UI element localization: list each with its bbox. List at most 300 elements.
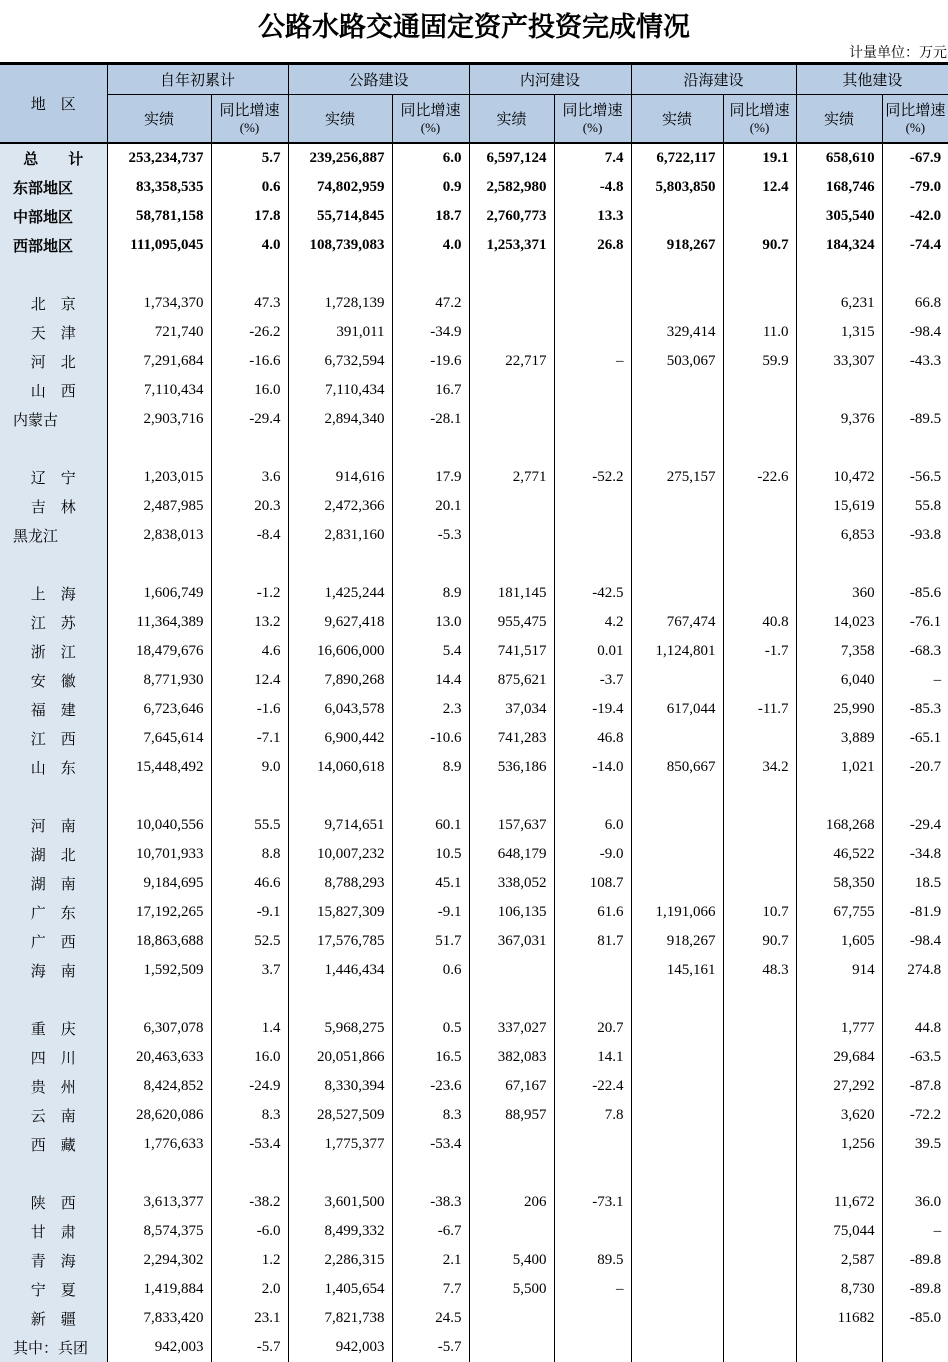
inland-actual-cell: 157,637 (469, 811, 554, 840)
coastal-growth-cell (723, 1101, 796, 1130)
highway-actual-cell: 1,405,654 (288, 1275, 392, 1304)
value-cell (723, 985, 796, 1014)
other-growth-cell: 274.8 (882, 956, 948, 985)
inland-growth-cell (554, 1304, 631, 1333)
value-cell (392, 985, 469, 1014)
value-cell (723, 434, 796, 463)
province-row (0, 318, 948, 347)
inland-growth-cell: 6.0 (554, 811, 631, 840)
summary-row (0, 173, 948, 202)
other-actual-cell: 6,853 (796, 521, 882, 550)
inland-actual-cell: 88,957 (469, 1101, 554, 1130)
subheader-growth (723, 95, 796, 144)
highway-actual-cell: 2,894,340 (288, 405, 392, 434)
value-cell (554, 782, 631, 811)
spacer-row (0, 550, 948, 579)
group-header-inland: 内河建设 (469, 64, 631, 95)
other-actual-cell: 46,522 (796, 840, 882, 869)
subheader-growth (554, 95, 631, 144)
cumulative-growth-cell: -24.9 (211, 1072, 288, 1101)
inland-growth-cell: 13.3 (554, 202, 631, 231)
region-cell (0, 260, 107, 289)
province-row (0, 695, 948, 724)
growth-unit: (%) (420, 119, 441, 135)
cumulative-growth-cell: 9.0 (211, 753, 288, 782)
value-cell (882, 434, 948, 463)
highway-actual-cell: 1,775,377 (288, 1130, 392, 1159)
value-cell (288, 550, 392, 579)
inland-growth-cell: – (554, 1275, 631, 1304)
province-row (0, 405, 948, 434)
region-cell: 海 南 (0, 956, 107, 985)
value-cell (211, 782, 288, 811)
coastal-actual-cell (631, 1217, 723, 1246)
value-cell (107, 260, 211, 289)
value-cell (469, 782, 554, 811)
inland-actual-cell: 2,771 (469, 463, 554, 492)
highway-actual-cell: 9,714,651 (288, 811, 392, 840)
coastal-actual-cell: 6,722,117 (631, 143, 723, 173)
province-row (0, 898, 948, 927)
inland-actual-cell: 338,052 (469, 869, 554, 898)
cumulative-growth-cell: 4.6 (211, 637, 288, 666)
coastal-actual-cell: 5,803,850 (631, 173, 723, 202)
highway-growth-cell: 51.7 (392, 927, 469, 956)
growth-label: 同比增速 (885, 102, 946, 119)
coastal-actual-cell: 1,124,801 (631, 637, 723, 666)
other-growth-cell: 36.0 (882, 1188, 948, 1217)
highway-actual-cell: 5,968,275 (288, 1014, 392, 1043)
other-actual-cell: 1,605 (796, 927, 882, 956)
inland-actual-cell (469, 405, 554, 434)
spacer-row (0, 1159, 948, 1188)
cumulative-actual-cell: 8,424,852 (107, 1072, 211, 1101)
inland-growth-cell: -22.4 (554, 1072, 631, 1101)
cumulative-actual-cell: 7,833,420 (107, 1304, 211, 1333)
other-growth-cell (882, 1333, 948, 1362)
highway-growth-cell: 0.5 (392, 1014, 469, 1043)
highway-growth-cell: 10.5 (392, 840, 469, 869)
group-header-other: 其他建设 (796, 64, 948, 95)
cumulative-actual-cell: 10,701,933 (107, 840, 211, 869)
inland-growth-cell: 0.01 (554, 637, 631, 666)
other-actual-cell: 15,619 (796, 492, 882, 521)
province-row (0, 927, 948, 956)
cumulative-actual-cell: 7,645,614 (107, 724, 211, 753)
inland-actual-cell: 6,597,124 (469, 143, 554, 173)
cumulative-growth-cell: 8.8 (211, 840, 288, 869)
value-cell (631, 434, 723, 463)
province-row (0, 1043, 948, 1072)
highway-growth-cell: 2.1 (392, 1246, 469, 1275)
inland-actual-cell: 741,517 (469, 637, 554, 666)
other-growth-cell: 18.5 (882, 869, 948, 898)
value-cell (469, 1159, 554, 1188)
highway-actual-cell: 2,286,315 (288, 1246, 392, 1275)
province-row (0, 1333, 948, 1362)
cumulative-actual-cell: 1,592,509 (107, 956, 211, 985)
other-actual-cell: 184,324 (796, 231, 882, 260)
cumulative-growth-cell: -16.6 (211, 347, 288, 376)
coastal-growth-cell (723, 1246, 796, 1275)
coastal-growth-cell (723, 376, 796, 405)
region-cell: 宁 夏 (0, 1275, 107, 1304)
cumulative-growth-cell: -53.4 (211, 1130, 288, 1159)
highway-actual-cell: 28,527,509 (288, 1101, 392, 1130)
unit-note: 计量单位：万元 (849, 46, 947, 61)
coastal-growth-cell: 12.4 (723, 173, 796, 202)
coastal-actual-cell (631, 579, 723, 608)
highway-growth-cell: -10.6 (392, 724, 469, 753)
highway-actual-cell: 20,051,866 (288, 1043, 392, 1072)
other-growth-cell: -68.3 (882, 637, 948, 666)
inland-actual-cell: 37,034 (469, 695, 554, 724)
cumulative-growth-cell: 17.8 (211, 202, 288, 231)
province-row (0, 811, 948, 840)
cumulative-growth-cell: -7.1 (211, 724, 288, 753)
coastal-growth-cell (723, 666, 796, 695)
region-cell: 其中：兵团 (0, 1333, 107, 1362)
value-cell (211, 434, 288, 463)
highway-growth-cell: -19.6 (392, 347, 469, 376)
highway-growth-cell: 8.9 (392, 579, 469, 608)
region-cell: 重 庆 (0, 1014, 107, 1043)
inland-actual-cell: 67,167 (469, 1072, 554, 1101)
region-cell: 湖 北 (0, 840, 107, 869)
growth-label: 同比增速 (729, 102, 790, 119)
value-cell (796, 550, 882, 579)
highway-actual-cell: 16,606,000 (288, 637, 392, 666)
value-cell (469, 550, 554, 579)
other-actual-cell: 1,256 (796, 1130, 882, 1159)
highway-actual-cell: 74,802,959 (288, 173, 392, 202)
cumulative-growth-cell: -29.4 (211, 405, 288, 434)
value-cell (211, 550, 288, 579)
region-cell: 浙 江 (0, 637, 107, 666)
other-actual-cell: 9,376 (796, 405, 882, 434)
region-cell: 安 徽 (0, 666, 107, 695)
highway-growth-cell: -53.4 (392, 1130, 469, 1159)
cumulative-actual-cell: 1,776,633 (107, 1130, 211, 1159)
group-header-highway: 公路建设 (288, 64, 469, 95)
value-cell (288, 260, 392, 289)
highway-actual-cell: 14,060,618 (288, 753, 392, 782)
other-growth-cell: -89.8 (882, 1275, 948, 1304)
inland-actual-cell: 5,500 (469, 1275, 554, 1304)
inland-growth-cell: 26.8 (554, 231, 631, 260)
province-row (0, 347, 948, 376)
coastal-actual-cell (631, 1043, 723, 1072)
highway-actual-cell: 942,003 (288, 1333, 392, 1362)
other-actual-cell: 75,044 (796, 1217, 882, 1246)
cumulative-growth-cell: 1.4 (211, 1014, 288, 1043)
other-growth-cell: -89.5 (882, 405, 948, 434)
highway-actual-cell: 6,900,442 (288, 724, 392, 753)
region-cell: 内蒙古 (0, 405, 107, 434)
inland-actual-cell (469, 1217, 554, 1246)
other-growth-cell: -85.0 (882, 1304, 948, 1333)
value-cell (288, 434, 392, 463)
cumulative-actual-cell: 11,364,389 (107, 608, 211, 637)
highway-growth-cell: 16.7 (392, 376, 469, 405)
coastal-growth-cell: 90.7 (723, 927, 796, 956)
other-growth-cell: -98.4 (882, 927, 948, 956)
other-growth-cell: -76.1 (882, 608, 948, 637)
value-cell (723, 550, 796, 579)
subheader-actual: 实绩 (469, 95, 554, 144)
other-actual-cell: 305,540 (796, 202, 882, 231)
inland-actual-cell (469, 289, 554, 318)
coastal-growth-cell (723, 521, 796, 550)
cumulative-actual-cell: 28,620,086 (107, 1101, 211, 1130)
region-cell: 新 疆 (0, 1304, 107, 1333)
cumulative-actual-cell: 18,863,688 (107, 927, 211, 956)
coastal-growth-cell (723, 1275, 796, 1304)
inland-growth-cell: 61.6 (554, 898, 631, 927)
value-cell (288, 1159, 392, 1188)
highway-growth-cell: 17.9 (392, 463, 469, 492)
other-actual-cell: 25,990 (796, 695, 882, 724)
other-actual-cell: 7,358 (796, 637, 882, 666)
inland-growth-cell: -73.1 (554, 1188, 631, 1217)
inland-growth-cell (554, 1333, 631, 1362)
summary-row (0, 143, 948, 173)
highway-growth-cell: -5.7 (392, 1333, 469, 1362)
other-growth-cell: -43.3 (882, 347, 948, 376)
inland-actual-cell: 536,186 (469, 753, 554, 782)
cumulative-growth-cell: -1.2 (211, 579, 288, 608)
inland-actual-cell: 2,582,980 (469, 173, 554, 202)
cumulative-actual-cell: 10,040,556 (107, 811, 211, 840)
other-actual-cell: 58,350 (796, 869, 882, 898)
value-cell (107, 782, 211, 811)
cumulative-actual-cell: 8,771,930 (107, 666, 211, 695)
highway-growth-cell: -38.3 (392, 1188, 469, 1217)
coastal-actual-cell (631, 521, 723, 550)
inland-actual-cell: 382,083 (469, 1043, 554, 1072)
coastal-growth-cell (723, 289, 796, 318)
summary-row (0, 231, 948, 260)
region-cell: 江 西 (0, 724, 107, 753)
value-cell (554, 550, 631, 579)
highway-actual-cell: 3,601,500 (288, 1188, 392, 1217)
cumulative-actual-cell: 2,294,302 (107, 1246, 211, 1275)
other-actual-cell: 1,315 (796, 318, 882, 347)
inland-growth-cell: 81.7 (554, 927, 631, 956)
value-cell (631, 550, 723, 579)
region-cell (0, 434, 107, 463)
value-cell (882, 782, 948, 811)
inland-growth-cell (554, 289, 631, 318)
value-cell (392, 260, 469, 289)
cumulative-actual-cell: 7,110,434 (107, 376, 211, 405)
coastal-growth-cell: 11.0 (723, 318, 796, 347)
coastal-growth-cell (723, 202, 796, 231)
inland-growth-cell (554, 405, 631, 434)
spacer-row (0, 434, 948, 463)
value-cell (392, 782, 469, 811)
cumulative-actual-cell: 942,003 (107, 1333, 211, 1362)
value-cell (554, 1159, 631, 1188)
inland-growth-cell: 108.7 (554, 869, 631, 898)
highway-actual-cell: 7,890,268 (288, 666, 392, 695)
cumulative-actual-cell: 1,419,884 (107, 1275, 211, 1304)
coastal-growth-cell (723, 1043, 796, 1072)
value-cell (723, 782, 796, 811)
cumulative-growth-cell: 1.2 (211, 1246, 288, 1275)
cumulative-growth-cell: 8.3 (211, 1101, 288, 1130)
highway-actual-cell: 108,739,083 (288, 231, 392, 260)
region-cell: 甘 肃 (0, 1217, 107, 1246)
other-actual-cell: 8,730 (796, 1275, 882, 1304)
other-growth-cell: -29.4 (882, 811, 948, 840)
other-growth-cell: 66.8 (882, 289, 948, 318)
other-actual-cell: 29,684 (796, 1043, 882, 1072)
coastal-growth-cell: 34.2 (723, 753, 796, 782)
coastal-growth-cell (723, 811, 796, 840)
province-row (0, 463, 948, 492)
other-actual-cell: 168,268 (796, 811, 882, 840)
inland-growth-cell: 7.4 (554, 143, 631, 173)
region-cell: 吉 林 (0, 492, 107, 521)
other-growth-cell: -93.8 (882, 521, 948, 550)
subheader-growth (392, 95, 469, 144)
highway-actual-cell: 2,472,366 (288, 492, 392, 521)
highway-growth-cell: 24.5 (392, 1304, 469, 1333)
region-cell: 北 京 (0, 289, 107, 318)
other-actual-cell: 10,472 (796, 463, 882, 492)
coastal-growth-cell (723, 1333, 796, 1362)
value-cell (288, 782, 392, 811)
coastal-actual-cell (631, 405, 723, 434)
cumulative-growth-cell: 52.5 (211, 927, 288, 956)
region-cell: 西 藏 (0, 1130, 107, 1159)
cumulative-actual-cell: 1,734,370 (107, 289, 211, 318)
coastal-actual-cell (631, 1275, 723, 1304)
table-header (0, 64, 948, 144)
highway-growth-cell: 4.0 (392, 231, 469, 260)
other-actual-cell: 6,231 (796, 289, 882, 318)
region-cell: 河 南 (0, 811, 107, 840)
other-growth-cell: – (882, 1217, 948, 1246)
coastal-actual-cell: 617,044 (631, 695, 723, 724)
inland-growth-cell: -4.8 (554, 173, 631, 202)
highway-growth-cell: 6.0 (392, 143, 469, 173)
region-cell: 江 苏 (0, 608, 107, 637)
region-cell: 贵 州 (0, 1072, 107, 1101)
coastal-actual-cell (631, 869, 723, 898)
inland-actual-cell: 648,179 (469, 840, 554, 869)
province-row (0, 1304, 948, 1333)
province-row (0, 666, 948, 695)
other-actual-cell: 6,040 (796, 666, 882, 695)
coastal-growth-cell: 48.3 (723, 956, 796, 985)
cumulative-growth-cell: 55.5 (211, 811, 288, 840)
inland-growth-cell (554, 1217, 631, 1246)
value-cell (796, 434, 882, 463)
other-actual-cell: 33,307 (796, 347, 882, 376)
value-cell (469, 260, 554, 289)
value-cell (392, 1159, 469, 1188)
coastal-growth-cell (723, 1072, 796, 1101)
region-cell (0, 782, 107, 811)
cumulative-actual-cell: 253,234,737 (107, 143, 211, 173)
other-actual-cell (796, 1333, 882, 1362)
inland-growth-cell: -14.0 (554, 753, 631, 782)
highway-actual-cell: 7,110,434 (288, 376, 392, 405)
cumulative-actual-cell: 8,574,375 (107, 1217, 211, 1246)
coastal-growth-cell (723, 1188, 796, 1217)
cumulative-growth-cell: 46.6 (211, 869, 288, 898)
cumulative-actual-cell: 20,463,633 (107, 1043, 211, 1072)
value-cell (211, 1159, 288, 1188)
value-cell (107, 550, 211, 579)
coastal-actual-cell (631, 811, 723, 840)
cumulative-actual-cell: 1,606,749 (107, 579, 211, 608)
inland-growth-cell: -9.0 (554, 840, 631, 869)
cumulative-growth-cell: -8.4 (211, 521, 288, 550)
cumulative-growth-cell: 4.0 (211, 231, 288, 260)
inland-actual-cell (469, 1333, 554, 1362)
cumulative-growth-cell: 13.2 (211, 608, 288, 637)
region-cell: 广 西 (0, 927, 107, 956)
province-row (0, 1217, 948, 1246)
value-cell (796, 260, 882, 289)
coastal-actual-cell: 918,267 (631, 231, 723, 260)
inland-growth-cell: 4.2 (554, 608, 631, 637)
region-cell: 西部地区 (0, 231, 107, 260)
cumulative-growth-cell: 47.3 (211, 289, 288, 318)
other-growth-cell: -74.4 (882, 231, 948, 260)
cumulative-growth-cell: 3.7 (211, 956, 288, 985)
value-cell (211, 985, 288, 1014)
cumulative-actual-cell: 2,487,985 (107, 492, 211, 521)
subheader-actual: 实绩 (107, 95, 211, 144)
coastal-actual-cell: 1,191,066 (631, 898, 723, 927)
value-cell (796, 782, 882, 811)
value-cell (288, 985, 392, 1014)
inland-growth-cell: -52.2 (554, 463, 631, 492)
inland-growth-cell (554, 318, 631, 347)
highway-growth-cell: 13.0 (392, 608, 469, 637)
coastal-actual-cell (631, 1101, 723, 1130)
highway-actual-cell: 6,043,578 (288, 695, 392, 724)
growth-unit: (%) (905, 119, 926, 135)
subheader-growth (882, 95, 948, 144)
province-row (0, 1246, 948, 1275)
coastal-growth-cell (723, 840, 796, 869)
inland-growth-cell: -3.7 (554, 666, 631, 695)
highway-actual-cell: 15,827,309 (288, 898, 392, 927)
other-growth-cell: -85.3 (882, 695, 948, 724)
province-row (0, 1101, 948, 1130)
region-cell: 上 海 (0, 579, 107, 608)
province-row (0, 492, 948, 521)
other-actual-cell: 1,021 (796, 753, 882, 782)
highway-actual-cell: 2,831,160 (288, 521, 392, 550)
region-cell: 青 海 (0, 1246, 107, 1275)
highway-growth-cell: 20.1 (392, 492, 469, 521)
inland-actual-cell (469, 318, 554, 347)
coastal-growth-cell (723, 724, 796, 753)
highway-growth-cell: 14.4 (392, 666, 469, 695)
cumulative-actual-cell: 2,903,716 (107, 405, 211, 434)
province-row (0, 521, 948, 550)
inland-actual-cell: 206 (469, 1188, 554, 1217)
highway-actual-cell: 1,446,434 (288, 956, 392, 985)
cumulative-growth-cell: -38.2 (211, 1188, 288, 1217)
highway-growth-cell: 45.1 (392, 869, 469, 898)
